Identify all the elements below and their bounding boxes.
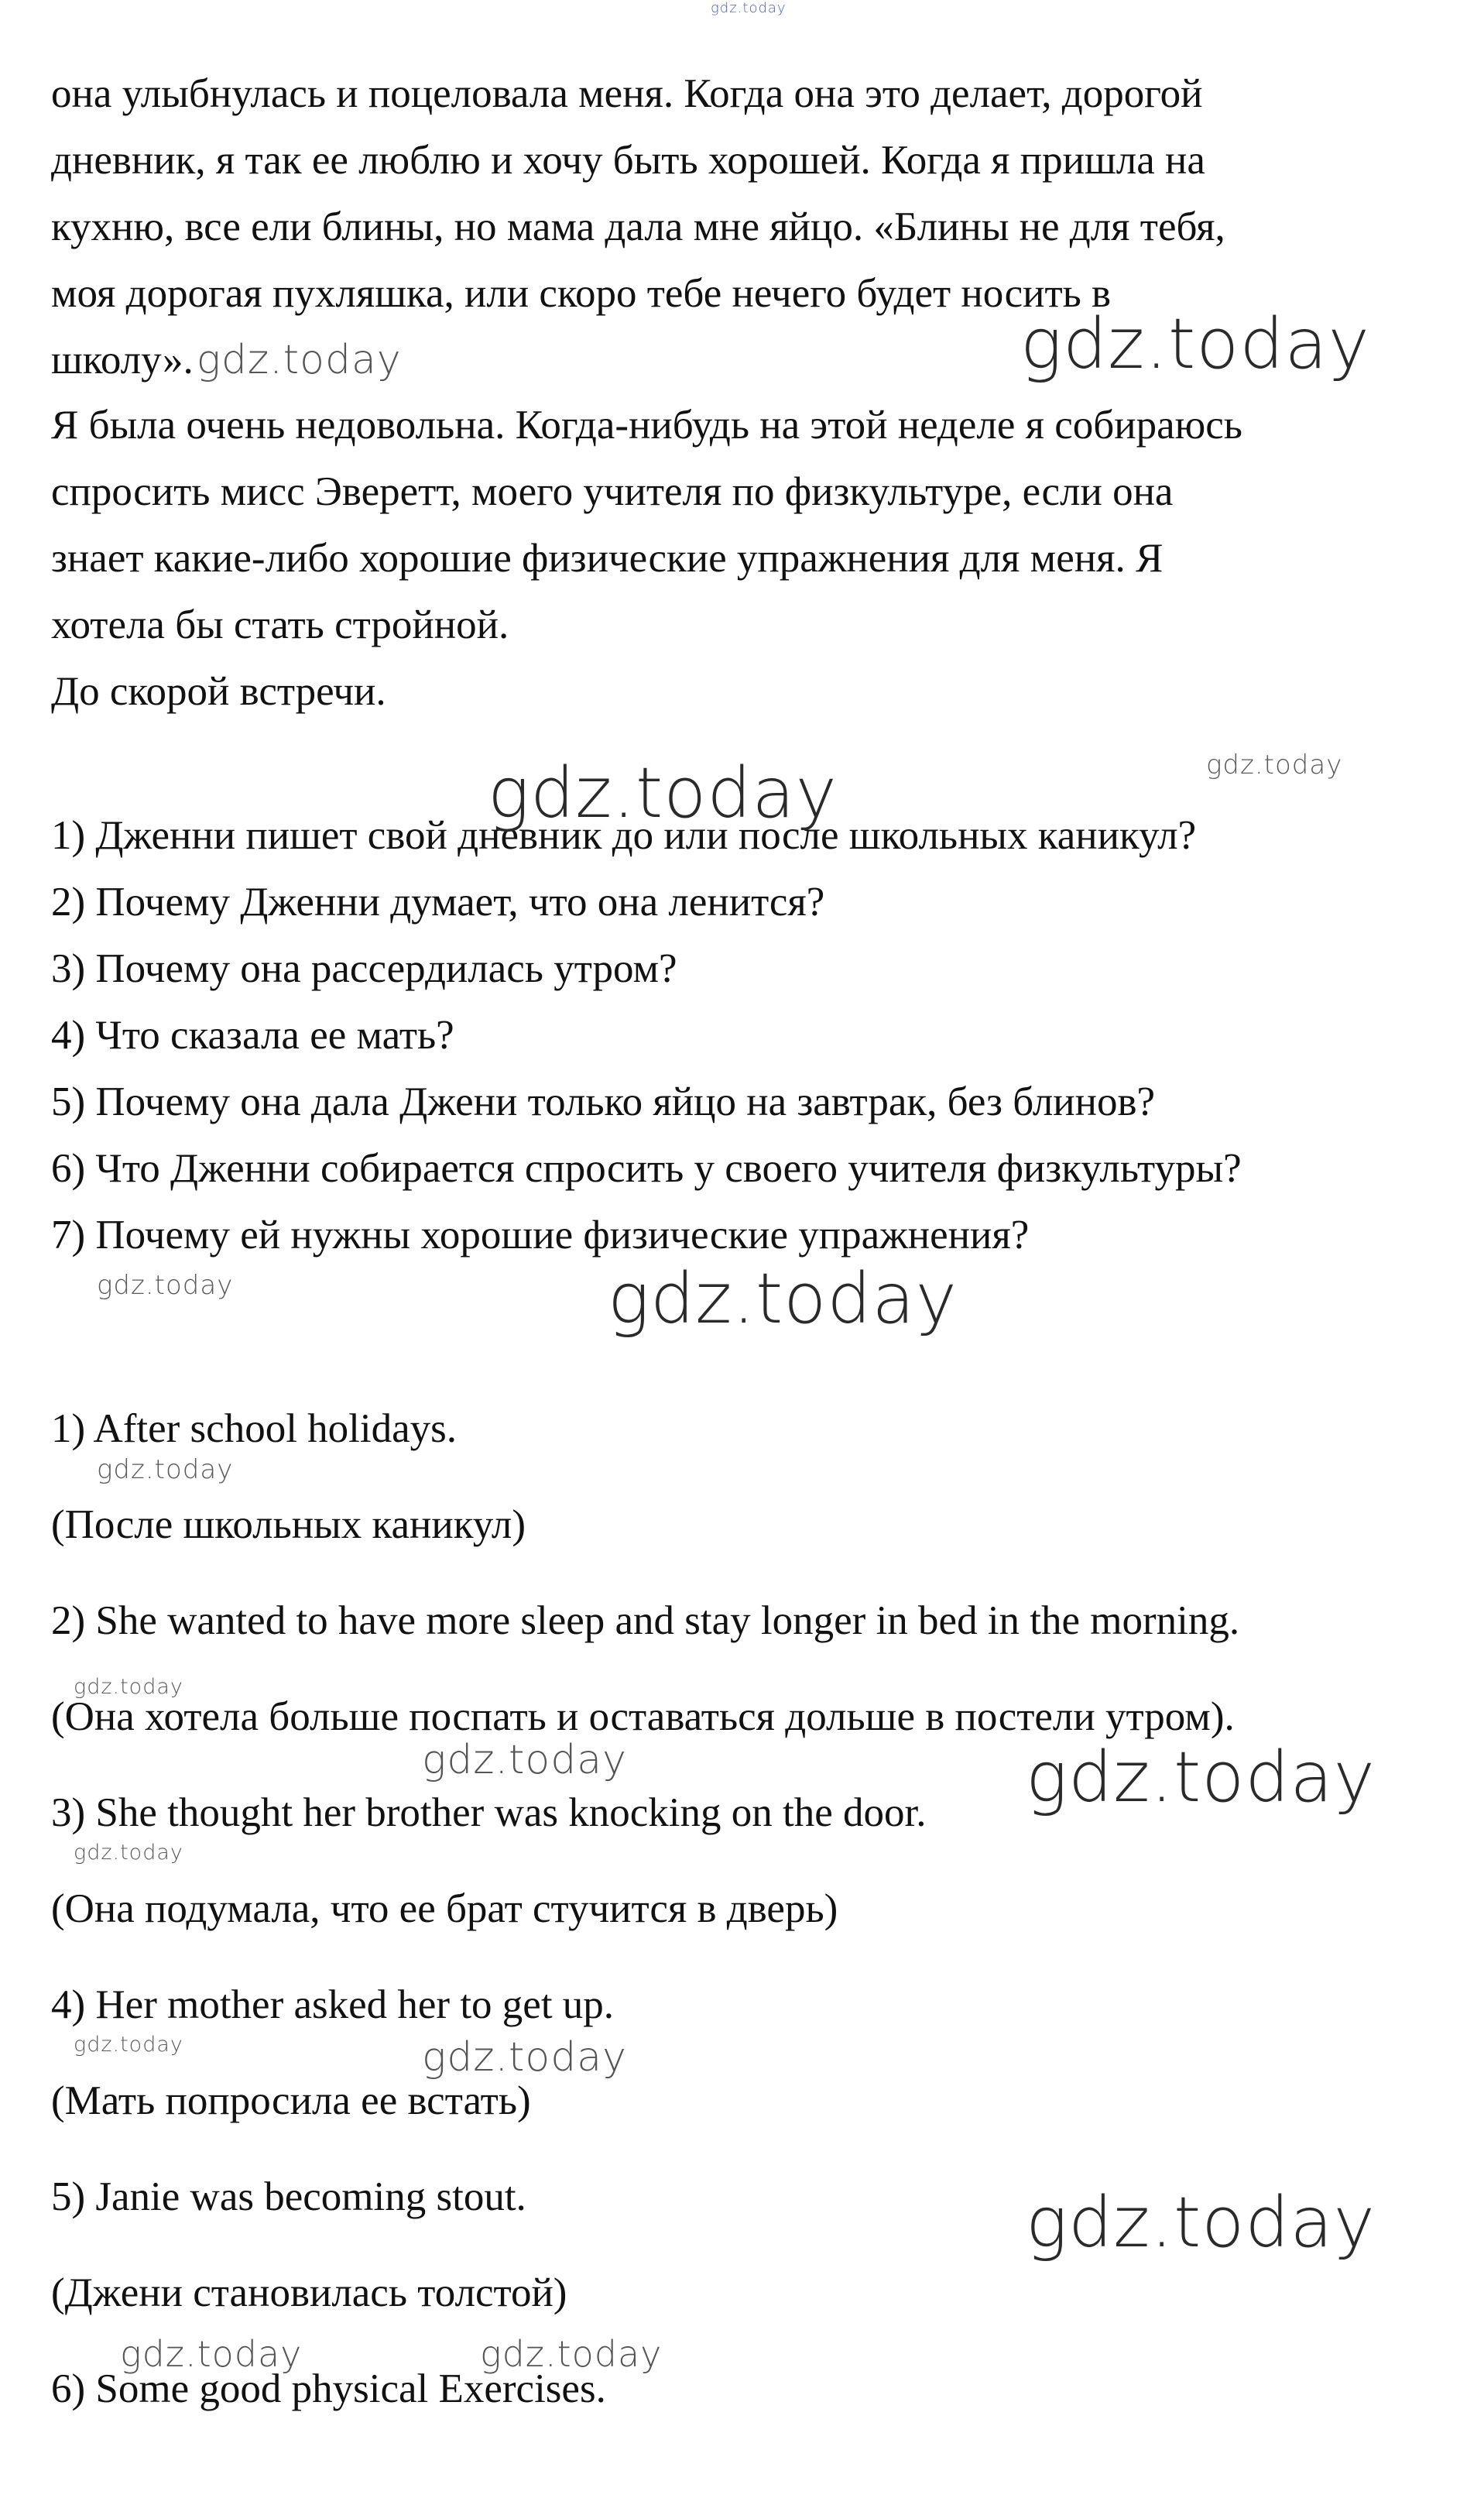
watermark: gdz.today	[1020, 304, 1370, 385]
watermark: gdz.today	[488, 753, 838, 834]
story-line: хотела бы стать стройной.	[51, 602, 509, 647]
watermark: gdz.today	[1206, 750, 1343, 781]
answer-english: 1) After school holidays.	[51, 1406, 458, 1451]
watermark: gdz.today	[97, 1454, 234, 1485]
question-item: 4) Что сказала ее мать?	[51, 1013, 454, 1058]
watermark: gdz.today	[422, 1737, 627, 1783]
watermark: gdz.today	[711, 0, 787, 16]
answer-english: 3) She thought her brother was knocking on the door.	[51, 1790, 927, 1835]
answer-english: 6) Some good physical Exercises.	[51, 2366, 606, 2411]
story-line: Я была очень недовольна. Когда-нибудь на этой неделе я собираюсь	[51, 403, 1242, 448]
watermark: gdz.today	[74, 2033, 183, 2057]
answer-russian: (После школьных каникул)	[51, 1502, 526, 1547]
watermark: gdz.today	[97, 1270, 234, 1301]
watermark: gdz.today	[1026, 2182, 1376, 2263]
watermark: gdz.today	[74, 1841, 183, 1865]
answer-english: 5) Janie was becoming stout.	[51, 2174, 526, 2219]
watermark: gdz.today	[480, 2333, 663, 2375]
watermark-after-school: gdz.today	[196, 337, 402, 383]
watermark: gdz.today	[608, 1258, 958, 1340]
question-item: 5) Почему она дала Джени только яйцо на завтрак, без блинов?	[51, 1079, 1156, 1124]
question-item: 6) Что Дженни собирается спросить у своего учителя физкультуры?	[51, 1146, 1242, 1191]
watermark: gdz.today	[1026, 1737, 1376, 1818]
answer-russian: (Мать попросила ее встать)	[51, 2078, 531, 2123]
answer-russian: (Она подумала, что ее брат стучится в дверь)	[51, 1886, 838, 1931]
watermark: gdz.today	[422, 2034, 627, 2081]
story-line: дневник, я так ее люблю и хочу быть хорошей. Когда я пришла на	[51, 138, 1205, 183]
story-line: она улыбнулась и поцеловала меня. Когда она это делает, дорогой	[51, 71, 1203, 116]
story-line: До скорой встречи.	[51, 669, 386, 714]
watermark: gdz.today	[120, 2333, 303, 2375]
question-item: 7) Почему ей нужны хорошие физические упражнения?	[51, 1213, 1030, 1258]
question-item: 3) Почему она рассердилась утром?	[51, 946, 677, 991]
story-line: моя дорогая пухляшка, или скоро тебе нечего будет носить в	[51, 271, 1112, 316]
answer-russian: (Джени становилась толстой)	[51, 2270, 567, 2315]
answer-english: 4) Her mother asked her to get up.	[51, 1982, 615, 2027]
question-item: 2) Почему Дженни думает, что она ленится?	[51, 880, 825, 925]
story-line: школу».	[51, 338, 194, 383]
watermark: gdz.today	[74, 1675, 183, 1699]
story-line: кухню, все ели блины, но мама дала мне яйцо. «Блины не для тебя,	[51, 204, 1225, 249]
story-line: спросить мисс Эверетт, моего учителя по физкультуре, если она	[51, 469, 1174, 514]
answer-russian: (Она хотела больше поспать и оставаться дольше в постели утром).	[51, 1694, 1235, 1739]
story-line: знает какие-либо хорошие физические упражнения для меня. Я	[51, 536, 1164, 581]
question-item: 1) Дженни пишет свой дневник до или после школьных каникул?	[51, 813, 1197, 858]
answer-english: 2) She wanted to have more sleep and stay longer in bed in the morning.	[51, 1598, 1240, 1643]
